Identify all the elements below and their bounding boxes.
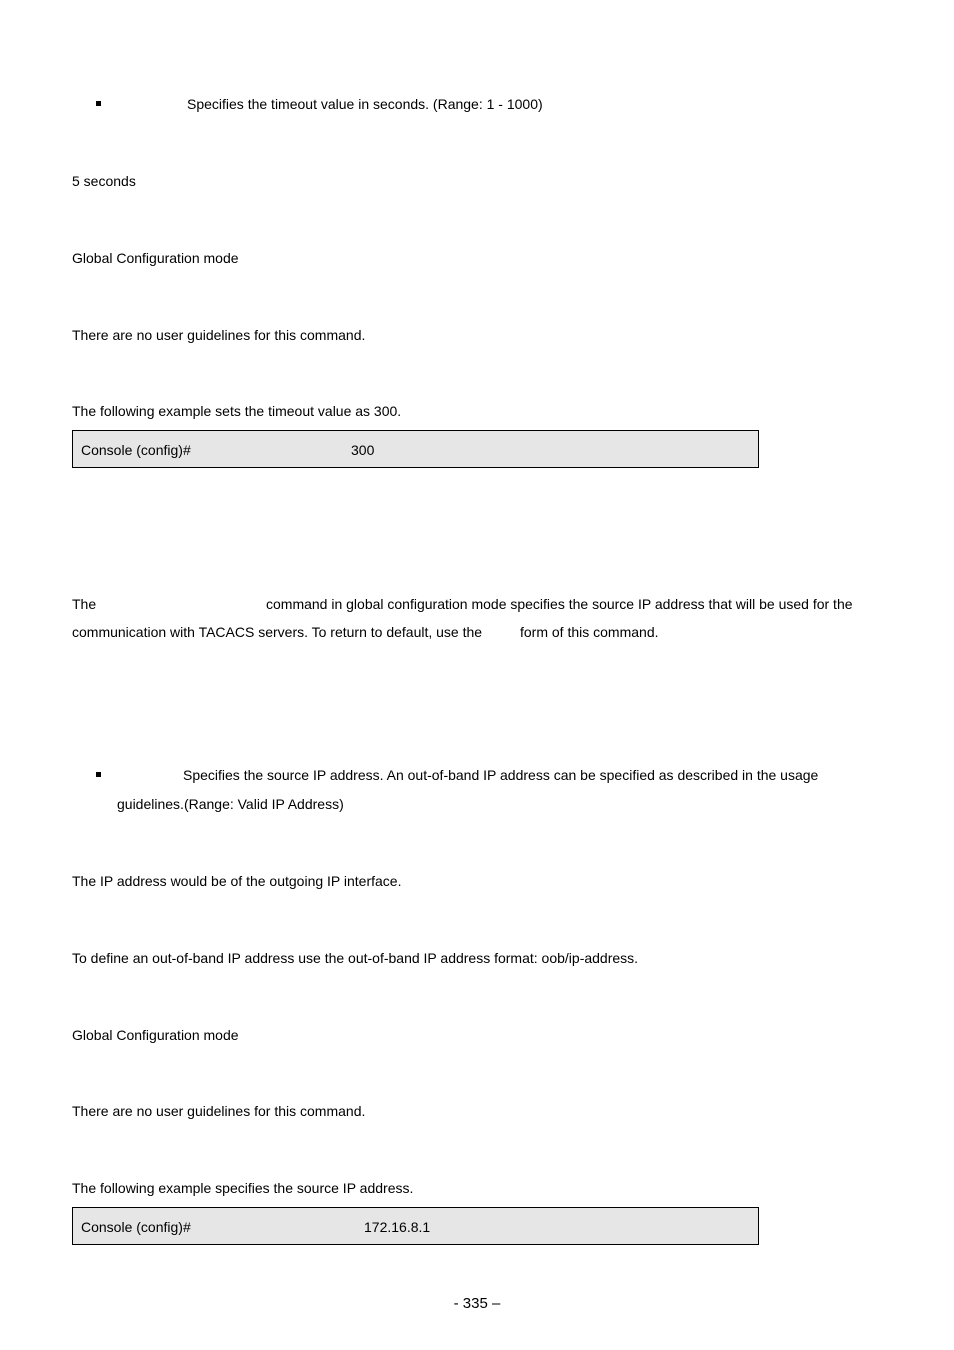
param-description-line1: Specifies the source IP address. An out-of-band IP address can be specified as described in the usage xyxy=(183,767,819,783)
console-prompt: Console (config)# xyxy=(81,1219,191,1235)
description-line2-start: communication with TACACS servers. To return to default, use the xyxy=(72,624,483,640)
command-argument: 300 xyxy=(351,442,375,458)
page-number: - 335 – xyxy=(453,1295,501,1312)
example-intro: The following example specifies the source IP address. xyxy=(72,1180,414,1196)
param-description: Specifies the timeout value in seconds. (Range: 1 - 1000) xyxy=(187,96,543,112)
description-line2-end: form of this command. xyxy=(520,624,659,640)
bullet-icon xyxy=(96,101,101,106)
example-intro: The following example sets the timeout value as 300. xyxy=(72,403,402,419)
default-value: 5 seconds xyxy=(72,173,136,189)
user-guidelines: There are no user guidelines for this command. xyxy=(72,327,366,343)
oob-note: To define an out-of-band IP address use the out-of-band IP address format: oob/ip-address. xyxy=(72,950,639,966)
default-value: The IP address would be of the outgoing IP interface. xyxy=(72,873,402,889)
description-line1-start: The xyxy=(72,596,97,612)
example-code-box xyxy=(72,430,759,468)
command-mode: Global Configuration mode xyxy=(72,250,239,266)
user-guidelines: There are no user guidelines for this command. xyxy=(72,1103,366,1119)
console-prompt: Console (config)# xyxy=(81,442,191,458)
example-code-box xyxy=(72,1207,759,1245)
param-description-line2: guidelines.(Range: Valid IP Address) xyxy=(117,796,344,812)
command-mode: Global Configuration mode xyxy=(72,1027,239,1043)
description-line1-end: command in global configuration mode specifies the source IP address that will be used for the xyxy=(266,596,853,612)
bullet-icon xyxy=(96,772,101,777)
command-argument: 172.16.8.1 xyxy=(364,1219,431,1235)
